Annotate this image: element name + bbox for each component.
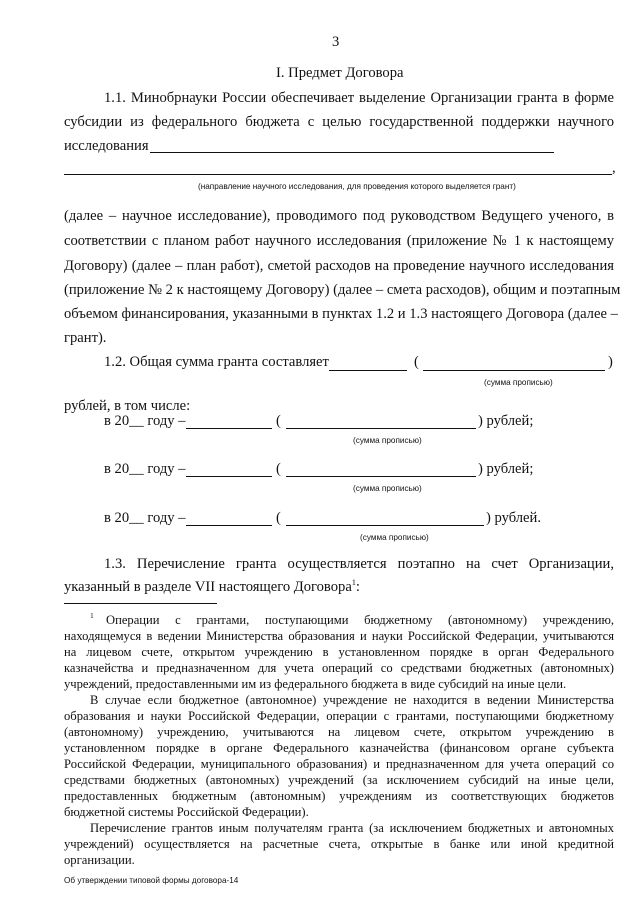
research-label: исследования [64, 138, 149, 154]
clause-1-1-last-line: грант). [64, 330, 107, 346]
footnote-line: Российской Федерации, муниципального образования) и предназначенном для учета операций со [64, 757, 614, 771]
clause-1-1-cont-line: объемом финансирования, указанными в пунктах 1.2 и 1.3 настоящего Договора (далее – [64, 306, 618, 322]
footnote-line: установленном порядке в органе Федерального казначейства (финансовом органе субъекта [64, 741, 614, 755]
clause-1-1-line: субсидии из федерального бюджета с целью государственной поддержки научного [64, 114, 614, 130]
comma: , [612, 160, 616, 176]
year-rub-label: ) рублей; [478, 413, 534, 429]
sum-caption: (сумма прописью) [484, 378, 553, 387]
open-paren: ( [276, 461, 281, 477]
total-sum-blank[interactable] [329, 370, 407, 371]
clause-1-1-cont-line: Договору) (далее – план работ), сметой расходов на проведение научного исследования [64, 258, 614, 274]
total-sum-words-blank[interactable] [423, 370, 605, 371]
section-title: I. Предмет Договора [276, 65, 404, 81]
footnote-separator [64, 603, 217, 604]
direction-caption: (направление научного исследования, для проведения которого выделяется грант) [198, 182, 516, 191]
year-rub-label: ) рублей; [478, 461, 534, 477]
year-sum-blank[interactable] [186, 476, 272, 477]
research-direction-blank[interactable] [150, 152, 554, 153]
footnote-line: учреждений, предоставленными им из федерального бюджета в виде субсидий на иные цели. [64, 677, 567, 691]
footnote-line: находящемуся в ведении Министерства образования и науки Российской Федерации, учитываются [64, 629, 614, 643]
clause-1-1-cont-line: (далее – научное исследование), проводимого под руководством Ведущего ученого, в [64, 208, 614, 224]
year-sum-words-blank[interactable] [286, 525, 484, 526]
page-number: 3 [332, 34, 340, 50]
footnote-ref[interactable]: 1 [351, 578, 356, 588]
sum-caption: (сумма прописью) [353, 436, 422, 445]
rubles-including: рублей, в том числе: [64, 398, 191, 414]
open-paren: ( [276, 510, 281, 526]
sum-caption: (сумма прописью) [360, 533, 429, 542]
research-direction-blank-2[interactable] [64, 174, 612, 175]
clause-1-1-cont-line: (приложение № 2 к настоящему Договору) (далее – смета расходов), общим и поэтапным [64, 282, 621, 298]
year-sum-blank[interactable] [186, 525, 272, 526]
open-paren: ( [414, 354, 419, 370]
footnote-line: казначейства и предназначенном для учета операций со средствами бюджетных (автономных) [64, 661, 614, 675]
open-paren: ( [276, 413, 281, 429]
sum-caption: (сумма прописью) [353, 484, 422, 493]
footnote-line: средствами бюджетных (автономных) учреждений (за исключением субсидий на иные цели, [64, 773, 614, 787]
footnote-line: В случае если бюджетное (автономное) учреждение не находится в ведении Министерства [90, 693, 614, 707]
clause-1-3-line: 1.3. Перечисление гранта осуществляется поэтапно на счет Организации, [104, 556, 614, 572]
close-paren: ) [608, 354, 613, 370]
footnote-line: Операции с грантами, поступающими бюджетному (автономному) учреждению, [106, 613, 614, 627]
clause-1-3-line: указанный в разделе VII настоящего Договора$^1$: [64, 578, 360, 595]
year-row-label: в 20__ году – [104, 461, 186, 477]
clause-1-1-line: 1.1. Минобрнауки России обеспечивает выделение Организации гранта в форме [104, 90, 614, 106]
footnote-marker: 1 [90, 611, 94, 620]
footnote-line: образования и науки Российской Федерации, операции с грантами, поступающими бюджетному [64, 709, 614, 723]
footnote-line: организации. [64, 853, 135, 867]
footnote-line: бюджетной системы Российской Федерации). [64, 805, 309, 819]
year-rub-label: ) рублей. [486, 510, 541, 526]
clause-1-1-cont-line: соответствии с планом работ научного исследования (приложение № 1 к настоящему [64, 233, 614, 249]
footnote-line: на лицевом счете, открытом учреждению в установленном порядке в орган Федерального [64, 645, 614, 659]
footnote-line: (автономному) учреждению, учитываются на лицевом счете, открытом учреждению в [64, 725, 614, 739]
year-row-label: в 20__ году – [104, 413, 186, 429]
year-sum-blank[interactable] [186, 428, 272, 429]
clause-1-2-lead: 1.2. Общая сумма гранта составляет [104, 354, 329, 370]
footnote-line: предоставленных бюджетным (автономным) учреждениям из соответствующих бюджетов [64, 789, 614, 803]
footnote-line: учреждений) осуществляется на расчетные счета, открытые в банке или иной кредитной [64, 837, 614, 851]
year-sum-words-blank[interactable] [286, 476, 476, 477]
document-footer: Об утверждении типовой формы договора-14 [64, 876, 239, 885]
footnote-line: Перечисление грантов иным получателям гранта (за исключением бюджетных и автономных [90, 821, 614, 835]
year-row-label: в 20__ году – [104, 510, 186, 526]
year-sum-words-blank[interactable] [286, 428, 476, 429]
